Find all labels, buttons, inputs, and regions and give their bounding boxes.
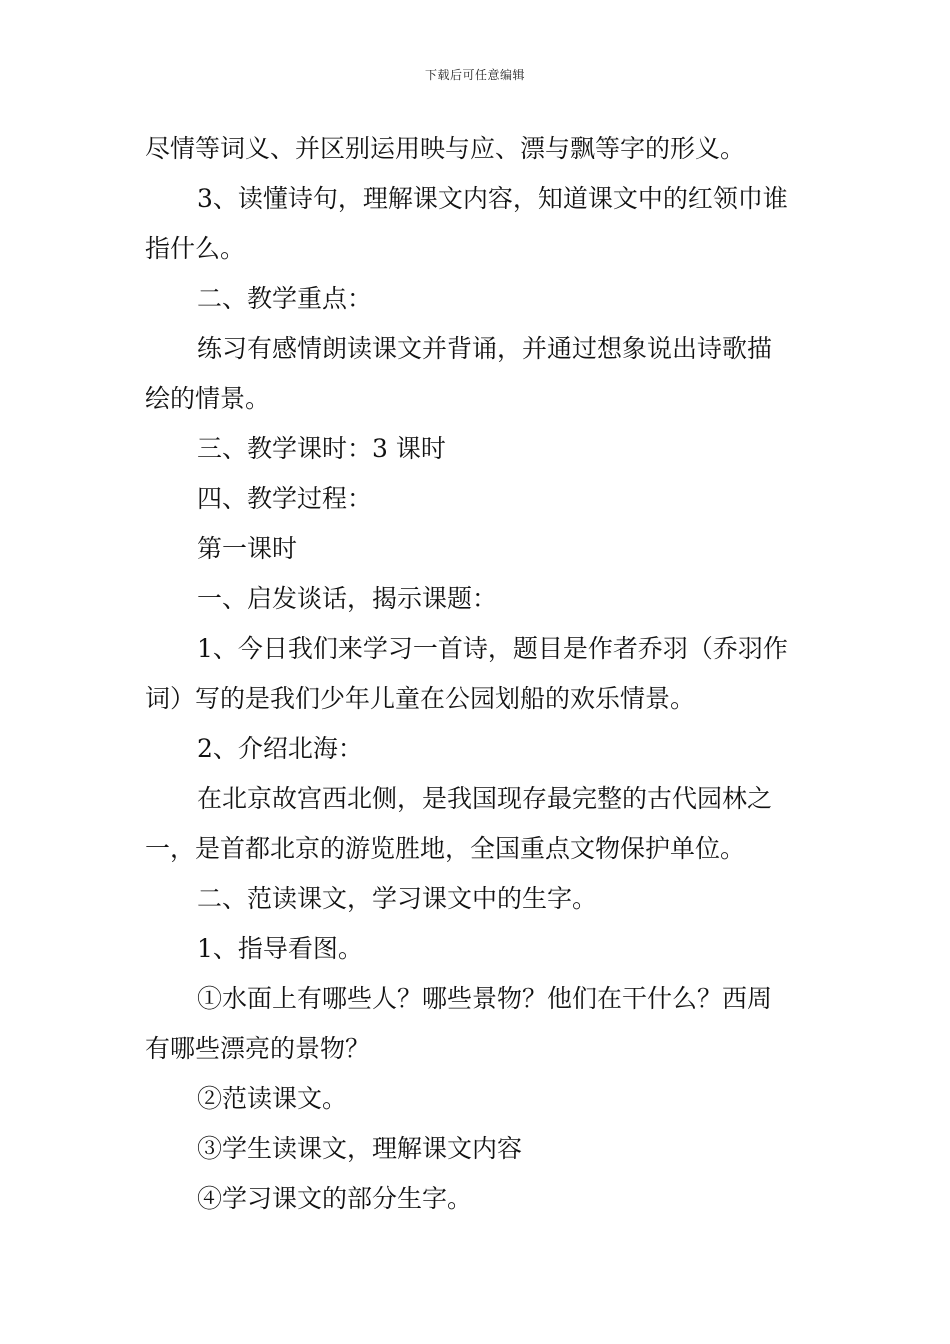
text-line: 2、介绍北海： [197, 734, 363, 763]
text-line: 指什么。 [145, 234, 246, 263]
text-line: ②范读课文。 [197, 1084, 348, 1113]
section-heading: 二、教学重点： [197, 284, 373, 313]
section-heading: 二、范读课文，学习课文中的生字。 [197, 884, 598, 913]
text-line: 有哪些漂亮的景物？ [145, 1034, 371, 1063]
text-line: 在北京故宫西北侧，是我国现存最完整的古代园林之 [197, 784, 773, 813]
text-line: ③学生读课文，理解课文内容 [197, 1134, 523, 1163]
text-line: 一，是首都北京的游览胜地，全国重点文物保护单位。 [145, 834, 746, 863]
lesson-heading: 第一课时 [197, 534, 298, 563]
document-body [145, 124, 805, 1224]
section-heading: 四、教学过程： [197, 484, 373, 513]
text-line: 练习有感情朗读课文并背诵，并通过想象说出诗歌描 [197, 334, 773, 363]
text-line: 1、今日我们来学习一首诗，题目是作者乔羽（乔羽作 [197, 634, 788, 663]
text-line: 尽情等词义、并区别运用映与应、漂与飘等字的形义。 [145, 134, 746, 163]
text-line: 绘的情景。 [145, 384, 271, 413]
text-line: 词）写的是我们少年儿童在公园划船的欢乐情景。 [145, 684, 696, 713]
text-line: 3、读懂诗句，理解课文内容，知道课文中的红领巾谁 [197, 184, 788, 213]
section-heading: 一、启发谈话，揭示课题： [197, 584, 498, 613]
text-line: ④学习课文的部分生字。 [197, 1184, 473, 1213]
text-line: 1、指导看图。 [197, 934, 363, 963]
text-line: ①水面上有哪些人？哪些景物？他们在干什么？西周 [197, 984, 773, 1013]
page-header: 下载后可任意编辑 [424, 68, 525, 82]
section-heading: 三、教学课时：3 课时 [197, 434, 446, 463]
